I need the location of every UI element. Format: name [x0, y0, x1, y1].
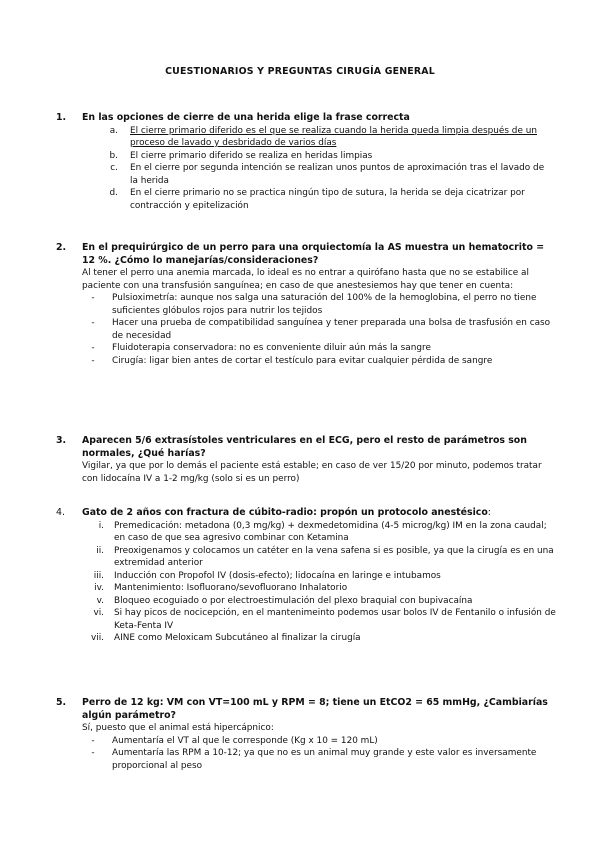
answer-text: Sí, puesto que el animal está hipercápnico:: [82, 723, 274, 733]
step-marker: i.: [98, 520, 104, 531]
protocol-step: [82, 595, 556, 608]
question-number: 2.: [56, 242, 67, 253]
protocol-step: [82, 520, 556, 545]
protocol-step: [82, 570, 556, 583]
question-3-header: [56, 435, 556, 460]
option-marker: a.: [109, 125, 118, 136]
answer-bullets: [82, 292, 556, 367]
option-c: [82, 162, 554, 187]
question-4-header: [56, 507, 556, 520]
question-number: 1.: [56, 112, 67, 123]
document-title: CUESTIONARIOS Y PREGUNTAS CIRUGÍA GENERAL: [165, 66, 435, 77]
bullet-item: [82, 355, 556, 368]
bullet-marker: -: [91, 735, 95, 746]
protocol-step: [82, 607, 556, 632]
bullet-text: Pulsioximetría: aunque nos salga una saturación del 100% de la hemoglobina, el perro no tiene suficientes glóbulos rojos para nutrir los tejidos: [112, 293, 537, 316]
bullet-marker: -: [91, 318, 95, 328]
step-text: Mantenimiento: Isofluorano/sevofluorano Inhalatorio: [114, 583, 348, 593]
question-text: Gato de 2 años con fractura de cúbito-radio: propón un protocolo anestésico: [82, 507, 488, 518]
option-text: El cierre primario diferido se realiza en heridas limpias: [130, 150, 373, 161]
bullet-item: [82, 342, 556, 355]
bullet-text: Aumentaría el VT al que le corresponde (Kg x 10 = 120 mL): [112, 735, 378, 746]
question-4: [56, 507, 556, 645]
option-marker: c.: [110, 163, 118, 173]
option-text: En el cierre primario no se practica ningún tipo de sutura, la herida se deja cicatrizar por contracción y epitelización: [130, 188, 525, 211]
option-text-correct: El cierre primario diferido es el que se realiza cuando la herida queda limpia después de un proceso de lavado y desbridado de varios días: [130, 125, 537, 148]
question-text: En el prequirúrgico de un perro para una orquiectomía la AS muestra un hematocrito = 12 %. ¿Cómo lo manejarías/consideraciones?: [82, 242, 545, 266]
step-marker: vi.: [93, 608, 104, 618]
question-3: [56, 435, 556, 485]
question-number: 3.: [56, 435, 67, 446]
answer-text: Vigilar, ya que por lo demás el paciente está estable; en caso de ver 15/20 por minuto, podemos tratar con lidocaína IV a 1-2 mg/kg (solo si es un perro): [82, 461, 542, 484]
question-number: 5.: [56, 697, 67, 708]
question-number: 4.: [56, 507, 65, 518]
bullet-marker: -: [91, 293, 95, 303]
step-text: Bloqueo ecoguiado o por electroestimulación del plexo braquial con bupivacaína: [114, 595, 473, 606]
option-a: [82, 125, 554, 150]
step-marker: iii.: [93, 570, 104, 581]
bullet-marker: -: [91, 343, 95, 353]
step-text: Preoxigenamos y colocamos un catéter en la vena safena si es posible, ya que la cirugía es en una extremidad anterior: [114, 545, 554, 568]
bullet-text: Fluidoterapia conservadora: no es conveniente diluir aún más la sangre: [112, 343, 431, 353]
question-5: [56, 697, 556, 772]
step-text: AINE como Meloxicam Subcutáneo al finalizar la cirugía: [114, 633, 361, 643]
question-text: En las opciones de cierre de una herida elige la frase correcta: [82, 112, 410, 123]
step-text: Premedicación: metadona (0,3 mg/kg) + dexmedetomidina (4-5 microg/kg) IM en la zona caudal; en caso de que sea agresivo combinar con Ketamina: [114, 520, 547, 543]
bullet-marker: -: [91, 748, 95, 758]
step-marker: iv.: [94, 583, 104, 593]
protocol-step: [82, 632, 556, 645]
option-b: [82, 150, 554, 163]
step-text: Si hay picos de nocicepción, en el mantenimeinto podemos usar bolos IV de Fentanilo o infusión de Keta-Fenta IV: [114, 608, 556, 631]
question-1: [56, 112, 556, 212]
question-text: Perro de 12 kg: VM con VT=100 mL y RPM = 8; tiene un EtCO2 = 65 mmHg, ¿Cambiarías algún parámetro?: [82, 697, 548, 721]
bullet-text: Aumentaría las RPM a 10-12; ya que no es un animal muy grande y este valor es inversamente proporcional al peso: [112, 748, 537, 771]
step-marker: vii.: [90, 633, 104, 643]
bullet-marker: -: [91, 355, 95, 366]
answer-text: Al tener el perro una anemia marcada, lo ideal es no entrar a quirófano hasta que no se estabilice al paciente con una transfusión sanguínea; en caso de que anestesiemos hay que tener en cuenta:: [82, 268, 529, 291]
option-text: En el cierre por segunda intención se realizan unos puntos de aproximación tras el lavado de la herida: [130, 163, 545, 186]
option-marker: b.: [109, 150, 118, 161]
question-2: [56, 242, 556, 367]
bullet-item: [82, 735, 556, 748]
answer-options: [82, 125, 554, 213]
question-1-header: [56, 112, 556, 125]
question-5-header: [56, 697, 556, 722]
question-suffix: :: [487, 507, 491, 518]
protocol-step: [82, 545, 556, 570]
bullet-item: [82, 317, 556, 342]
protocol-steps: [82, 520, 556, 645]
option-marker: d.: [109, 188, 118, 198]
question-text: Aparecen 5/6 extrasístoles ventriculares en el ECG, pero el resto de parámetros son normales, ¿Qué harías?: [82, 435, 527, 459]
bullet-item: [82, 747, 556, 772]
bullet-text: Hacer una prueba de compatibilidad sanguínea y tener preparada una bolsa de trasfusión en caso de necesidad: [112, 318, 551, 341]
option-d: [82, 187, 554, 212]
bullet-text: Cirugía: ligar bien antes de cortar el testículo para evitar cualquier pérdida de sangre: [112, 355, 493, 366]
step-marker: v.: [96, 595, 104, 606]
bullet-item: [82, 292, 556, 317]
step-marker: ii.: [96, 545, 104, 556]
question-2-header: [56, 242, 556, 267]
answer-bullets: [82, 735, 556, 773]
step-text: Inducción con Propofol IV (dosis-efecto); lidocaína en laringe e intubamos: [114, 570, 441, 581]
protocol-step: [82, 582, 556, 595]
